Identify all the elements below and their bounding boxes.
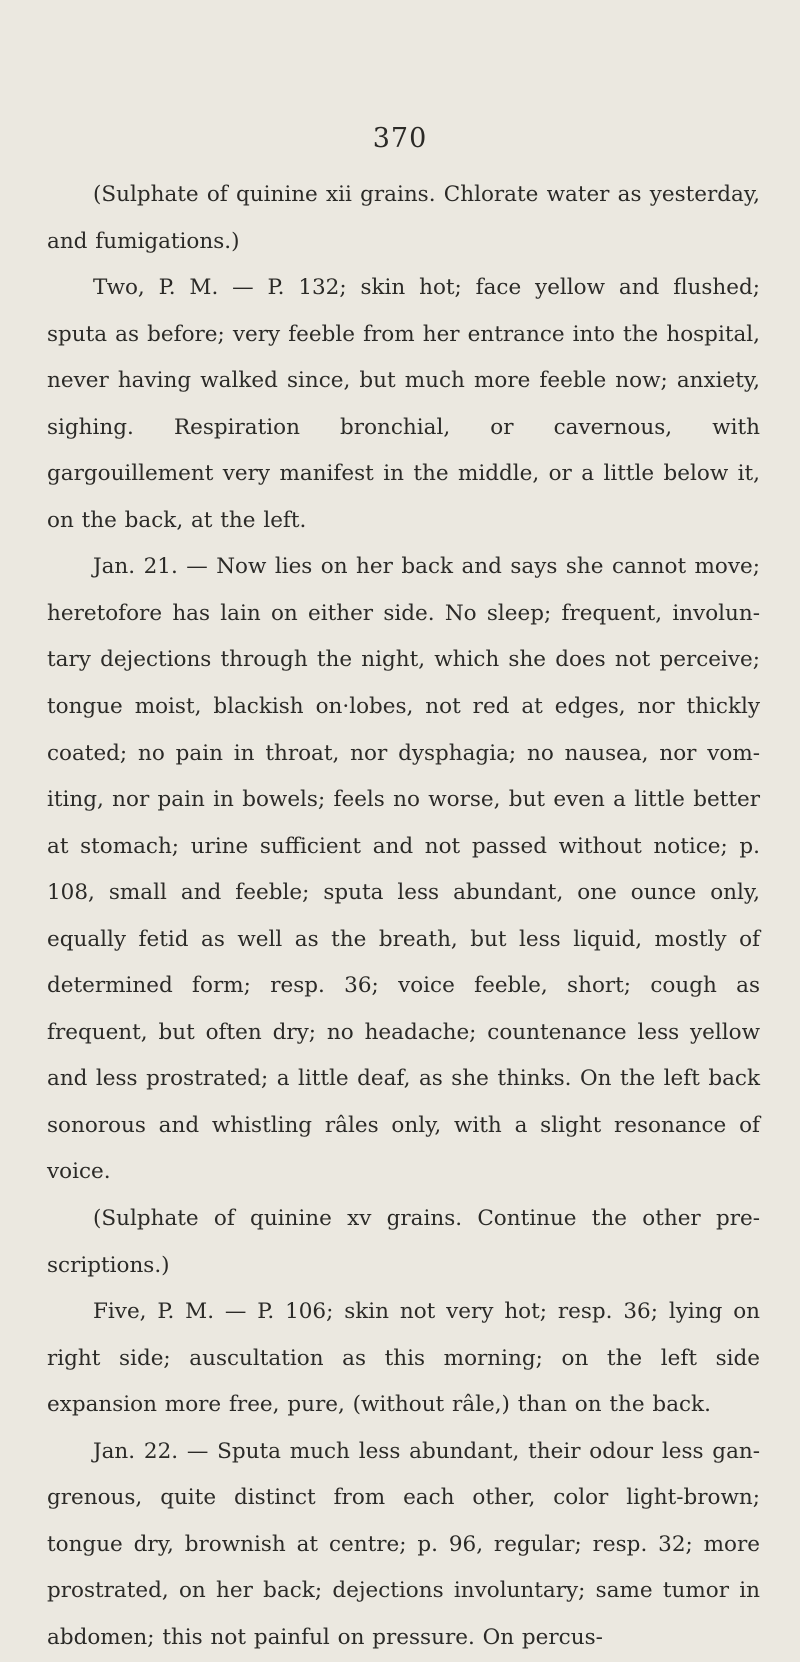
body-text [47, 172, 760, 1662]
paragraph-jan-21: Jan. 21. — Now lies on her back and says she cannot move; heretofore has lain on either side. No sleep; frequent, involuntary dejections through the night, which she does not perceive; tongue moist, blackish on·lobes, not red at edges, nor thickly coated; no pain in throat, nor dysphagia; no nausea, nor vomiting, nor pain in bowels; feels no worse, but even a little better at stomach; urine sufficient and not passed without notice; p. 108, small and feeble; sputa less abundant, one ounce only, equally fetid as well as the breath, but less liquid, mostly of determined form; resp. 36; voice feeble, short; cough as frequent, but often dry; no headache; countenance less yellow and less prostrated; a little deaf, as she thinks. On the left back sonorous and whistling râles only, with a slight resonance of voice. [47, 554, 760, 1185]
paragraph-five-pm: Five, P. M. — P. 106; skin not very hot; resp. 36; lying on right side; auscultation as this morning; on the left side expansion more free, pure, (without râle,) than on the back. [47, 1299, 760, 1418]
paragraph-sulphate-xii: (Sulphate of quinine xii grains. Chlorate water as yesterday, and fumigations.) [47, 182, 760, 254]
page-number: 370 [372, 123, 428, 154]
paragraph-two-pm: Two, P. M. — P. 132; skin hot; face yellow and flushed; sputa as before; very feeble from her entrance into the hospital, never having walked since, but much more feeble now; anxiety, sighing. Respiration bronchial, or cavernous, with gargouillement very manifest in the middle, or a little below it, on the back, at the left. [47, 275, 760, 533]
paragraph-sulphate-xv: (Sulphate of quinine xv grains. Continue the other prescriptions.) [47, 1206, 760, 1278]
paragraph-jan-22: Jan. 22. — Sputa much less abundant, their odour less gangrenous, quite distinct from each other, color light-brown; tongue dry, brownish at centre; p. 96, regular; resp. 32; more prostrated, on her back; dejections involuntary; same tumor in abdomen; this not painful on pressure. On percus- [47, 1438, 760, 1650]
